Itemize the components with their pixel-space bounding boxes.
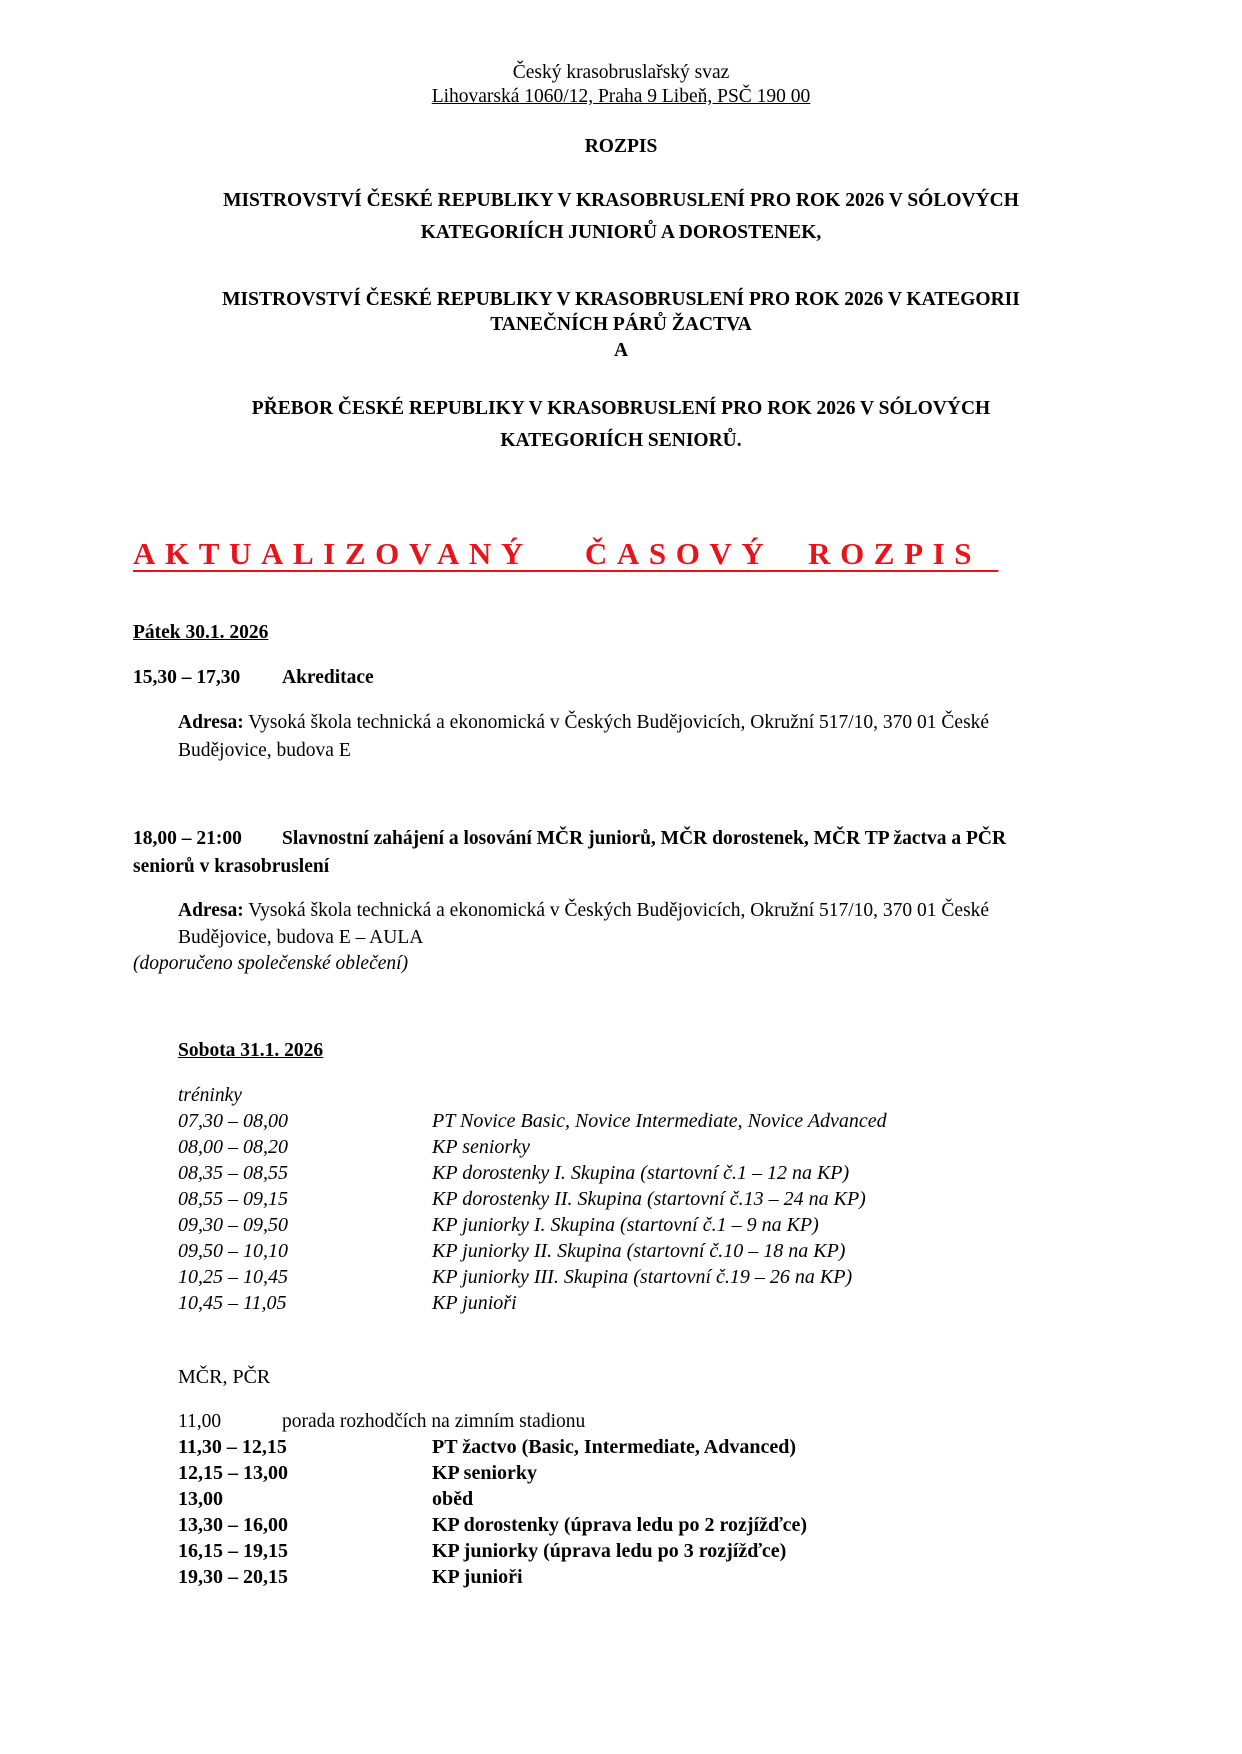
title-mcr-tp-line2: TANEČNÍCH PÁRŮ ŽACTVA: [490, 314, 752, 335]
opening-desc-line1: Slavnostní zahájení a losování MČR juniorů, MČR dorostenek, MČR TP žactva a PČR: [282, 828, 1007, 849]
accreditation-address-line2: Budějovice, budova E: [178, 740, 351, 761]
opening-address: [178, 900, 989, 922]
training-time: 10,45 – 11,05: [178, 1292, 287, 1314]
accreditation-time: 15,30 – 17,30: [133, 667, 241, 688]
judges-desc: porada rozhodčích na zimním stadionu: [282, 1411, 586, 1432]
training-desc: PT Novice Basic, Novice Intermediate, Novice Advanced: [432, 1110, 887, 1132]
title-pcr-line1: PŘEBOR ČESKÉ REPUBLIKY V KRASOBRUSLENÍ PRO ROK 2026 V SÓLOVÝCH: [251, 398, 991, 419]
title-mcr-solo-line2: KATEGORIÍCH JUNIORŮ A DOROSTENEK,: [420, 222, 822, 243]
training-time: 09,30 – 09,50: [178, 1214, 288, 1236]
address-text: Vysoká škola technická a ekonomická v Českých Budějovicích, Okružní 517/10, 370 01 České: [243, 712, 990, 733]
training-time: 07,30 – 08,00: [178, 1110, 288, 1132]
trainings-list: [178, 1110, 1178, 1320]
training-time: 08,00 – 08,20: [178, 1136, 288, 1158]
title-a: A: [613, 340, 629, 361]
training-desc: KP juniorky I. Skupina (startovní č.1 – 9 na KP): [432, 1214, 819, 1236]
event-desc: KP junioři: [432, 1566, 523, 1588]
judges-time: 11,00: [178, 1411, 222, 1432]
title-mcr-solo-line1: MISTROVSTVÍ ČESKÉ REPUBLIKY V KRASOBRUSLENÍ PRO ROK 2026 V SÓLOVÝCH: [223, 190, 1019, 211]
event-desc: oběd: [432, 1488, 474, 1510]
opening-address-line2: Budějovice, budova E – AULA: [178, 927, 424, 948]
training-desc: KP dorostenky I. Skupina (startovní č.1 – 12 na KP): [432, 1162, 850, 1184]
event-desc: PT žactvo (Basic, Intermediate, Advanced): [432, 1436, 797, 1458]
friday-date: Pátek 30.1. 2026: [133, 622, 269, 643]
training-desc: KP junioři: [432, 1292, 517, 1314]
competition-list: [178, 1436, 1178, 1596]
saturday-date: Sobota 31.1. 2026: [178, 1040, 324, 1061]
event-time: 12,15 – 13,00: [178, 1462, 288, 1484]
training-time: 10,25 – 10,45: [178, 1266, 288, 1288]
title-pcr-line2: KATEGORIÍCH SENIORŮ.: [500, 430, 742, 451]
event-desc: KP juniorky (úprava ledu po 3 rozjížďce): [432, 1540, 787, 1562]
training-time: 08,55 – 09,15: [178, 1188, 288, 1210]
competition-label: MČR, PČR: [178, 1366, 271, 1388]
address-label: Adresa:: [178, 900, 244, 921]
trainings-label: tréninky: [178, 1085, 242, 1106]
training-desc: KP dorostenky II. Skupina (startovní č.13 – 24 na KP): [432, 1188, 866, 1210]
event-time: 13,00: [178, 1488, 223, 1510]
accreditation-label: Akreditace: [282, 667, 374, 688]
training-desc: KP juniorky II. Skupina (startovní č.10 – 18 na KP): [432, 1240, 846, 1262]
organization-address-wrap: [0, 86, 1242, 108]
updated-schedule-heading: AKTUALIZOVANÝ ČASOVÝ ROZPIS: [133, 536, 999, 571]
training-desc: KP juniorky III. Skupina (startovní č.19 – 26 na KP): [432, 1266, 853, 1288]
dress-code-note: (doporučeno společenské oblečení): [133, 953, 409, 974]
opening-time: 18,00 – 21:00: [133, 828, 242, 849]
organization-name: Český krasobruslařský svaz: [512, 62, 730, 83]
organization-address: Lihovarská 1060/12, Praha 9 Libeň, PSČ 190 00: [431, 86, 811, 107]
training-desc: KP seniorky: [432, 1136, 530, 1158]
training-time: 09,50 – 10,10: [178, 1240, 288, 1262]
event-time: 16,15 – 19,15: [178, 1540, 288, 1562]
title-mcr-tp-line1: MISTROVSTVÍ ČESKÉ REPUBLIKY V KRASOBRUSLENÍ PRO ROK 2026 V KATEGORII: [222, 289, 1020, 310]
opening-desc-line2: seniorů v krasobruslení: [133, 856, 330, 877]
address-label: Adresa:: [178, 712, 244, 733]
accreditation-address: [178, 712, 989, 734]
event-time: 11,30 – 12,15: [178, 1436, 287, 1458]
event-desc: KP dorostenky (úprava ledu po 2 rozjížďce): [432, 1514, 808, 1536]
event-time: 19,30 – 20,15: [178, 1566, 288, 1588]
event-desc: KP seniorky: [432, 1462, 538, 1484]
doc-title-rozpis: ROZPIS: [584, 136, 658, 157]
address-text: Vysoká škola technická a ekonomická v Českých Budějovicích, Okružní 517/10, 370 01 České: [243, 900, 990, 921]
training-time: 08,35 – 08,55: [178, 1162, 288, 1184]
event-time: 13,30 – 16,00: [178, 1514, 288, 1536]
